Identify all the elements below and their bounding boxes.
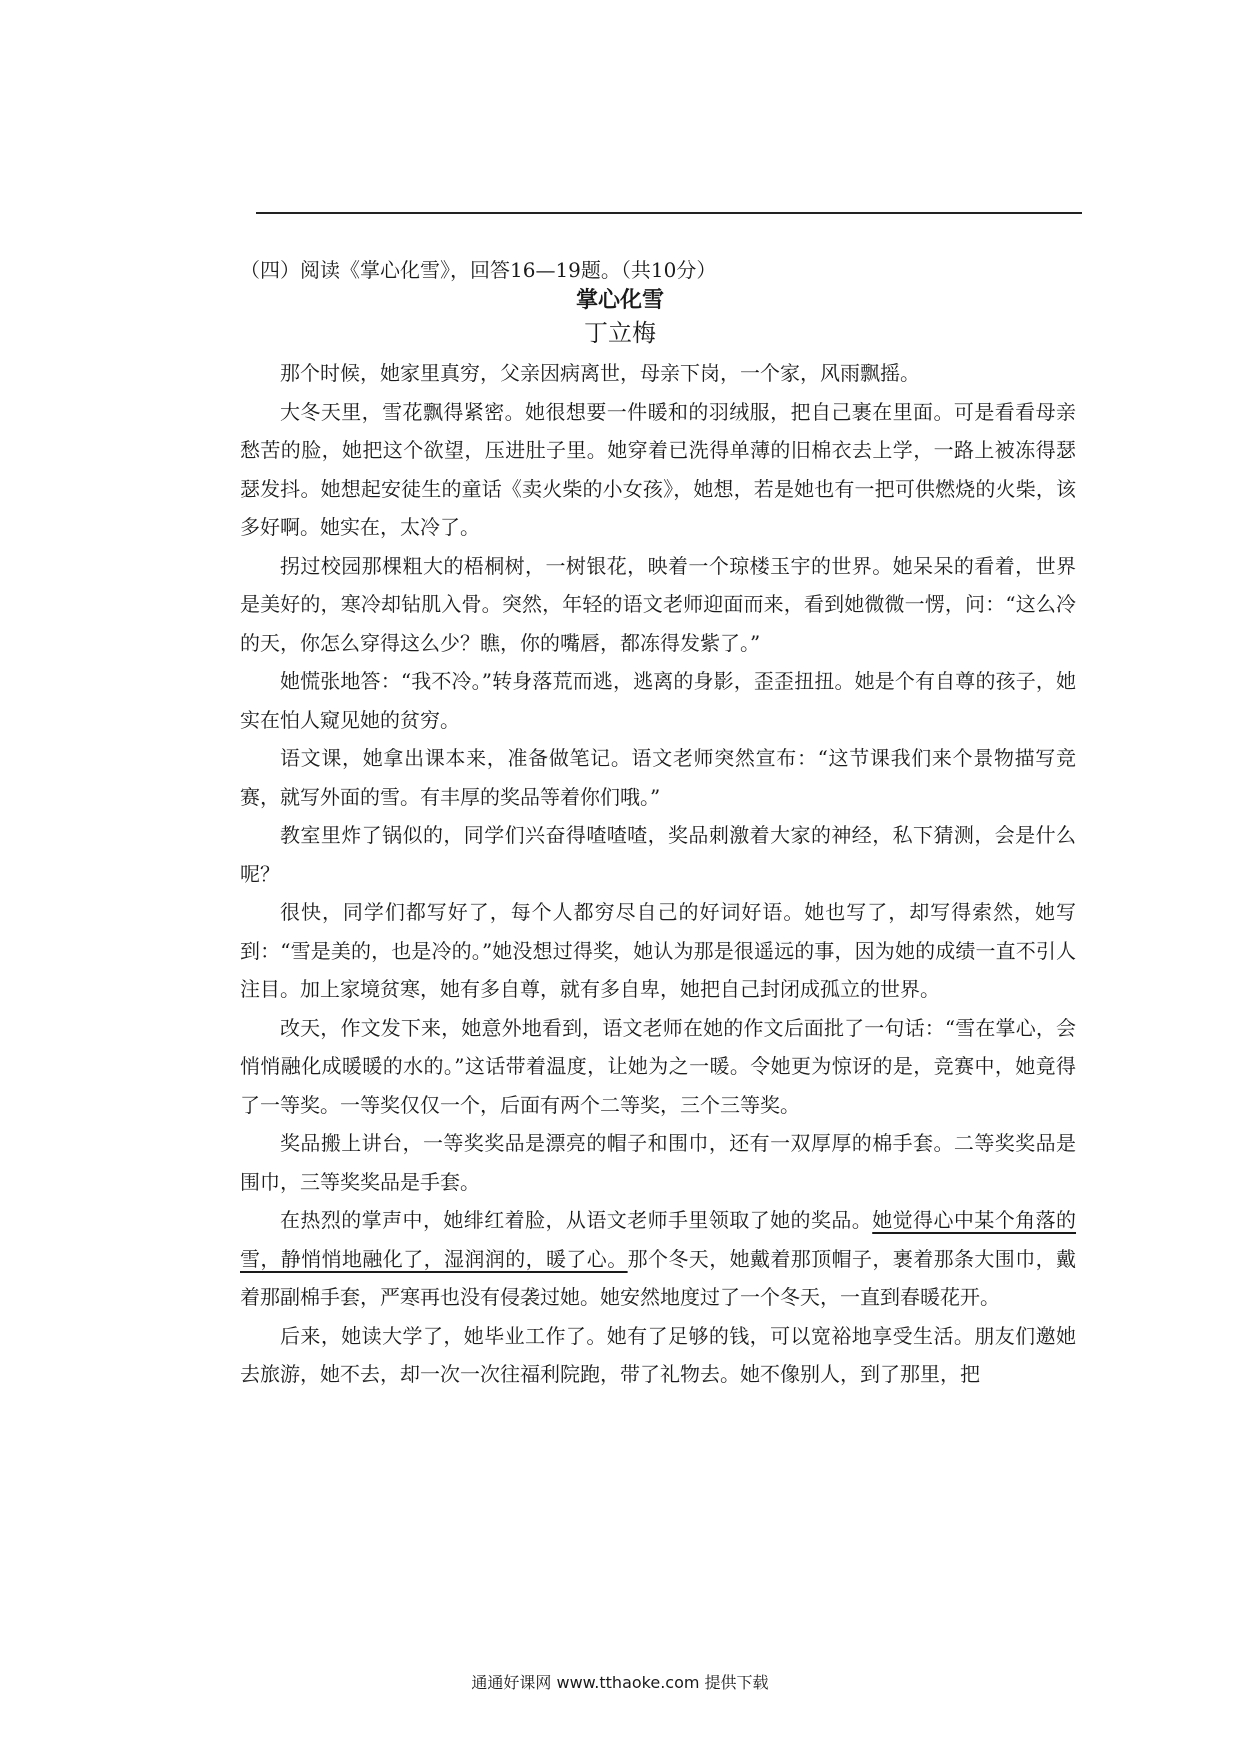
paragraph: 改天，作文发下来，她意外地看到，语文老师在她的作文后面批了一句话：“雪在掌心，会悄悄融化成暖暖的水的。”这话带着温度，让她为之一暖。令她更为惊讶的是，竞赛中，她竟得了一等奖。一等奖仅仅一个，后面有两个二等奖，三个三等奖。 [240,1015,1076,1117]
paragraph: 很快，同学们都写好了，每个人都穷尽自己的好词好语。她也写了，却写得索然，她写到：“雪是美的，也是冷的。”她没想过得奖，她认为那是很遥远的事，因为她的成绩一直不引人注目。加上家境贫寒，她有多自尊，就有多自卑，她把自己封闭成孤立的世界。 [240,900,1076,1001]
paragraph: 教室里炸了锅似的，同学们兴奋得喳喳喳，奖品刺激着大家的神经，私下猜测，会是什么呢？ [240,823,1076,886]
paragraph: 她慌张地答：“我不冷。”转身落荒而逃，逃离的身影，歪歪扭扭。她是个有自尊的孩子，她实在怕人窥见她的贫穷。 [240,669,1076,732]
paragraph-text: 在热烈的掌声中，她绯红着脸，从语文老师手里领取了她的奖品。 [280,1208,873,1232]
article-author: 丁立梅 [584,319,656,347]
underlined-sentence: 她觉得心中某个角落的雪，静悄悄地融化了，湿润润的，暖了心。 [240,1208,1077,1271]
paragraph: 后来，她读大学了，她毕业工作了。她有了足够的钱，可以宽裕地享受生活。朋友们邀她去旅游，她不去，却一次一次往福利院跑，带了礼物去。她不像别人，到了那里，把 [240,1323,1076,1386]
header-rule [256,212,1082,214]
paragraph: 拐过校园那棵粗大的梧桐树，一树银花，映着一个琼楼玉宇的世界。她呆呆的看着，世界是美好的，寒冷却钻肌入骨。突然，年轻的语文老师迎面而来，看到她微微一愣，问：“这么冷的天，你怎么穿得这么少？瞧，你的嘴唇，都冻得发紫了。” [240,553,1076,655]
paragraph: 奖品搬上讲台，一等奖奖品是漂亮的帽子和围巾，还有一双厚厚的棉手套。二等奖奖品是围巾，三等奖奖品是手套。 [240,1131,1076,1194]
paragraph: 语文课，她拿出课本来，准备做笔记。语文老师突然宣布：“这节课我们来个景物描写竞赛，就写外面的雪。有丰厚的奖品等着你们哦。” [240,746,1076,809]
paragraph: 那个时候，她家里真穷，父亲因病离世，母亲下岗，一个家，风雨飘摇。 [280,361,920,385]
paragraph: 大冬天里，雪花飘得紧密。她很想要一件暖和的羽绒服，把自己裹在里面。可是看看母亲愁苦的脸，她把这个欲望，压进肚子里。她穿着已洗得单薄的旧棉衣去上学，一路上被冻得瑟瑟发抖。她想起安徒生的童话《卖火柴的小女孩》，她想，若是她也有一把可供燃烧的火柴，该多好啊。她实在，太冷了。 [240,399,1076,539]
article-title: 掌心化雪 [575,288,664,313]
footer-source: 通通好课网 www.tthaoke.com 提供下载 [471,1673,769,1692]
paragraph-with-underline [240,1201,1076,1317]
paragraph-text: 那个冬天，她戴着那顶帽子，裹着那条大围巾，戴着那副棉手套，严寒再也没有侵袭过她。她安然地度过了一个冬天，一直到春暖花开。 [240,1246,1077,1309]
section-heading: （四）阅读《掌心化雪》，回答16—19题。（共10分） [240,258,717,282]
article-body [240,354,1076,1394]
